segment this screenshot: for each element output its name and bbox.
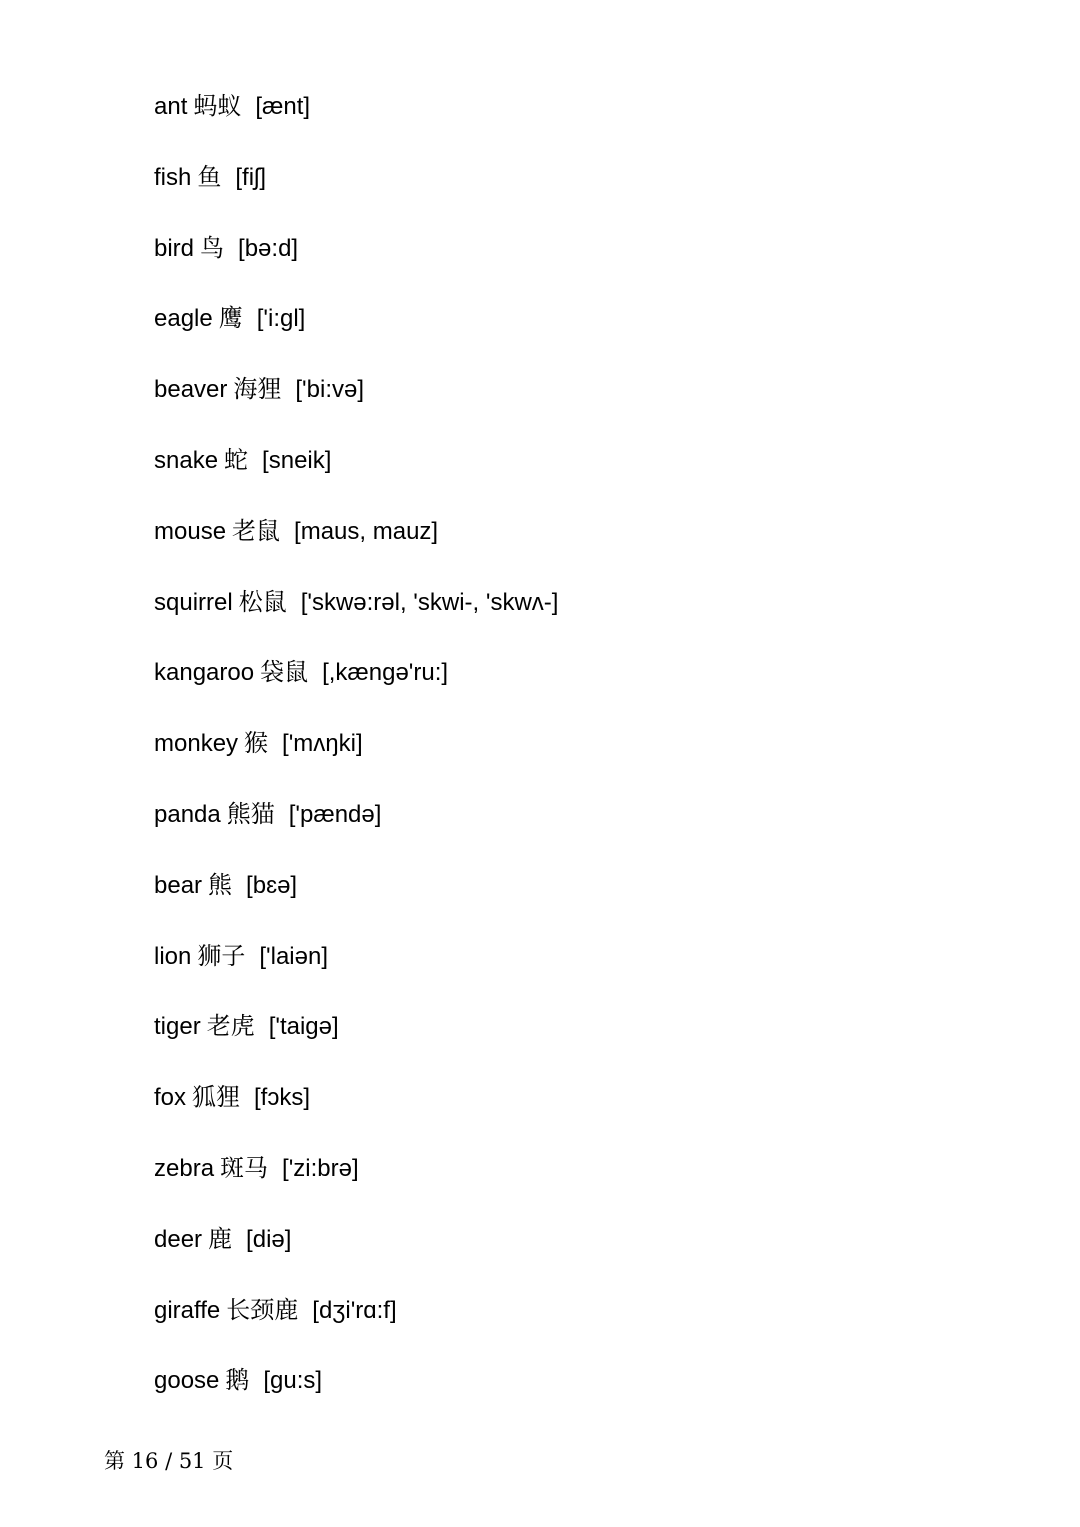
vocab-entry [154,300,558,371]
english-word: beaver [154,376,228,404]
english-word: zebra [154,1154,215,1182]
phonetic-transcription: ['mʌŋki] [282,730,363,758]
phonetic-transcription: [fɔks] [254,1084,311,1112]
vocab-entry [154,442,558,513]
english-word: eagle [154,305,213,333]
english-word: panda [154,800,221,828]
chinese-translation: 蛇 [224,445,249,474]
english-word: kangaroo [154,659,255,687]
chinese-translation: 长颈鹿 [226,1295,299,1324]
chinese-translation: 狐狸 [192,1083,241,1112]
english-word: monkey [154,730,239,758]
vocab-entry [154,1150,558,1221]
vocab-entry [154,513,558,584]
chinese-translation: 蚂蚁 [193,92,242,120]
english-word: snake [154,446,219,474]
phonetic-transcription: ['skwə:rəl, 'skwi-, 'skwʌ-] [300,588,559,616]
chinese-translation: 老虎 [206,1012,255,1041]
vocab-entry [154,159,558,230]
chinese-translation: 鹿 [208,1224,233,1253]
vocab-entry [154,938,558,1009]
vocab-entry [154,584,558,655]
chinese-translation: 鱼 [197,162,222,191]
phonetic-transcription: [ænt] [255,93,311,120]
vocab-entry [154,1008,558,1079]
english-word: lion [154,942,192,970]
vocabulary-list [154,88,558,1433]
vocab-entry [154,1292,558,1363]
chinese-translation: 斑马 [220,1153,269,1182]
chinese-translation: 老鼠 [232,516,281,545]
english-word: squirrel [154,588,233,616]
chinese-translation: 鸟 [200,233,225,262]
phonetic-transcription: ['laiən] [259,942,328,970]
phonetic-transcription: [maus, mauz] [294,517,439,545]
chinese-translation: 袋鼠 [260,658,309,687]
phonetic-transcription: ['zi:brə] [282,1154,359,1182]
phonetic-transcription: ['taiɡə] [268,1013,339,1041]
english-word: deer [154,1225,203,1253]
vocab-entry [154,654,558,725]
chinese-translation: 熊 [208,870,233,899]
phonetic-transcription: ['i:ɡl] [256,305,306,333]
chinese-translation: 鹰 [218,304,243,333]
page-number-footer: 第 16 / 51 页 [104,1449,234,1473]
phonetic-transcription: [dʒi'rɑ:f] [312,1296,397,1324]
chinese-translation: 松鼠 [238,587,287,616]
phonetic-transcription: [ɡu:s] [263,1367,323,1395]
vocab-entry [154,867,558,938]
vocab-entry [154,371,558,442]
chinese-translation: 鹅 [225,1366,250,1395]
english-word: goose [154,1367,220,1395]
english-word: tiger [154,1013,201,1041]
english-word: fish [154,163,192,191]
english-word: bear [154,871,203,899]
english-word: ant [154,93,188,120]
phonetic-transcription: [diə] [246,1225,292,1253]
phonetic-transcription: [bə:d] [238,234,299,262]
vocab-entry [154,1221,558,1292]
vocab-entry [154,230,558,301]
chinese-translation: 猴 [244,729,269,758]
chinese-translation: 狮子 [197,941,246,970]
chinese-translation: 海狸 [233,375,282,404]
chinese-translation: 熊猫 [226,799,275,828]
phonetic-transcription: ['bi:və] [295,376,365,404]
phonetic-transcription: [bɛə] [246,871,298,899]
english-word: mouse [154,517,227,545]
english-word: fox [154,1084,187,1112]
phonetic-transcription: [sneik] [262,446,332,474]
english-word: giraffe [154,1296,221,1324]
vocab-entry [154,1362,558,1433]
english-word: bird [154,234,195,262]
vocab-entry [154,1079,558,1150]
phonetic-transcription: [,kænɡə'ru:] [322,659,449,687]
vocab-entry [154,725,558,796]
phonetic-transcription: ['pændə] [288,800,382,828]
vocab-entry [154,796,558,867]
vocab-entry [154,88,558,159]
phonetic-transcription: [fiʃ] [235,163,267,191]
